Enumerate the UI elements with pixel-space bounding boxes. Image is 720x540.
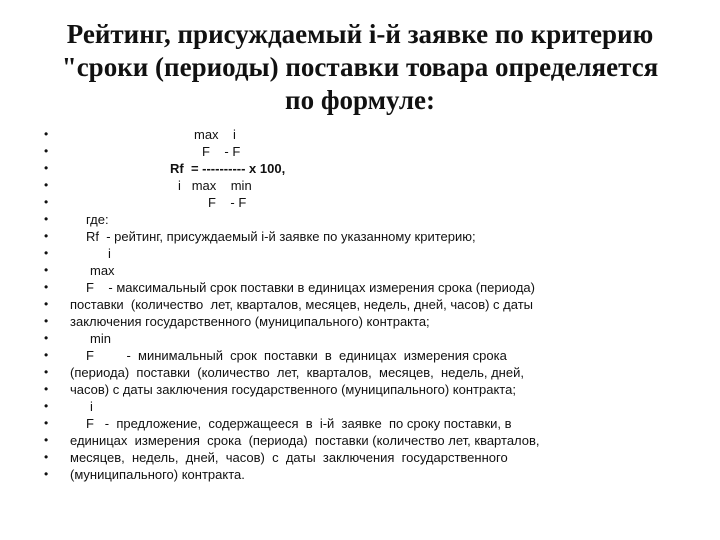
bullet-icon: •	[44, 297, 49, 311]
bullet-icon: •	[44, 365, 49, 379]
bullet-icon: •	[44, 450, 49, 464]
list-item	[0, 330, 720, 347]
list-item	[0, 347, 720, 364]
text-line: заключения государственного (муниципального) контракта;	[70, 314, 430, 329]
list-item	[0, 177, 720, 194]
bullet-icon: •	[44, 467, 49, 481]
formula-line: F - F	[208, 195, 247, 210]
bullet-icon: •	[44, 229, 49, 243]
superscript-line: i	[90, 399, 93, 414]
bullet-icon: •	[44, 314, 49, 328]
list-item	[0, 398, 720, 415]
bullet-icon: •	[44, 127, 49, 141]
list-item	[0, 313, 720, 330]
bullet-icon: •	[44, 416, 49, 430]
bullet-icon: •	[44, 348, 49, 362]
bullet-icon: •	[44, 399, 49, 413]
list-item	[0, 245, 720, 262]
superscript-line: max	[90, 263, 115, 278]
list-item	[0, 194, 720, 211]
title-line: Рейтинг, присуждаемый i-й заявке по критерию	[66, 19, 654, 49]
slide-title	[40, 18, 680, 117]
superscript-line: min	[90, 331, 111, 346]
bullet-icon: •	[44, 331, 49, 345]
text-line: (периода) поставки (количество лет, кварталов, месяцев, недель, дней,	[70, 365, 524, 380]
title-line: "сроки (периоды) поставки товара определяется	[61, 52, 659, 82]
formula-line: Rf = ---------- x 100,	[170, 161, 286, 176]
bullet-icon: •	[44, 263, 49, 277]
formula-line: max i	[194, 127, 236, 142]
bullet-icon: •	[44, 178, 49, 192]
text-line: поставки (количество лет, кварталов, месяцев, недель, дней, часов) с даты	[70, 297, 533, 312]
list-item	[0, 381, 720, 398]
text-line: где:	[86, 212, 109, 227]
text-line: месяцев, недель, дней, часов) с даты заключения государственного	[70, 450, 508, 465]
bullet-icon: •	[44, 161, 49, 175]
bullet-icon: •	[44, 212, 49, 226]
formula-line: i max min	[178, 178, 252, 193]
bullet-icon: •	[44, 144, 49, 158]
bullet-icon: •	[44, 382, 49, 396]
text-line: часов) с даты заключения государственного (муниципального) контракта;	[70, 382, 516, 397]
list-item	[0, 228, 720, 245]
text-line: F - минимальный срок поставки в единицах измерения срока	[86, 348, 507, 363]
list-item	[0, 262, 720, 279]
bullet-icon: •	[44, 280, 49, 294]
formula-line: F - F	[202, 144, 241, 159]
list-item	[0, 126, 720, 143]
text-line: Rf - рейтинг, присуждаемый i-й заявке по указанному критерию;	[86, 229, 476, 244]
list-item	[0, 143, 720, 160]
list-item	[0, 160, 720, 177]
text-line: F - максимальный срок поставки в единицах измерения срока (периода)	[86, 280, 535, 295]
bullet-icon: •	[44, 433, 49, 447]
bullet-icon: •	[44, 195, 49, 209]
text-line: (муниципального) контракта.	[70, 467, 245, 482]
text-line: F - предложение, содержащееся в i-й заявке по сроку поставки, в	[86, 416, 512, 431]
title-line: по формуле:	[285, 85, 435, 115]
list-item	[0, 296, 720, 313]
list-item	[0, 279, 720, 296]
list-item	[0, 364, 720, 381]
superscript-line: i	[108, 246, 111, 261]
list-item	[0, 466, 720, 483]
list-item	[0, 449, 720, 466]
list-item	[0, 415, 720, 432]
bullet-icon: •	[44, 246, 49, 260]
list-item	[0, 211, 720, 228]
text-line: единицах измерения срока (периода) поставки (количество лет, кварталов,	[70, 433, 540, 448]
list-item	[0, 432, 720, 449]
